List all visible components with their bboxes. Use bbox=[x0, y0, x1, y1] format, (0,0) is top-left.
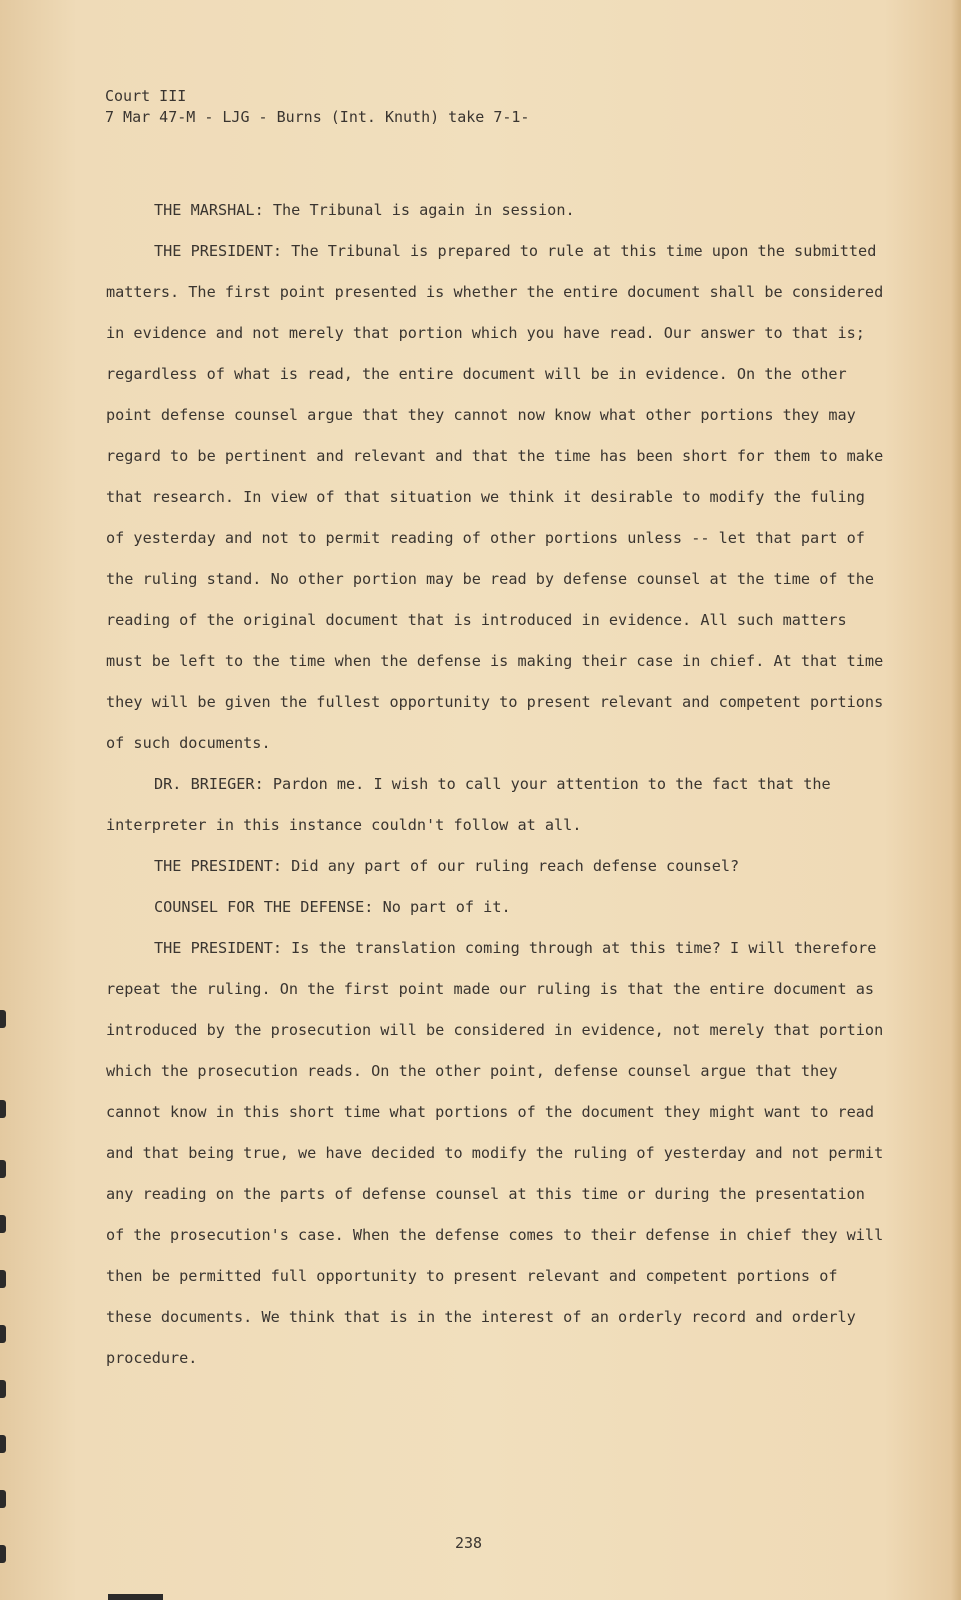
binding-holes bbox=[0, 0, 8, 1600]
page-number: 238 bbox=[455, 1534, 483, 1552]
transcript-paragraph-president-question: THE PRESIDENT: Did any part of our ruling reach defense counsel? bbox=[154, 857, 740, 875]
transcript-paragraph-marshal: THE MARSHAL: The Tribunal is again in session. bbox=[154, 201, 575, 219]
binding-hole bbox=[0, 1380, 6, 1398]
transcript-body bbox=[106, 190, 886, 1379]
binding-hole bbox=[0, 1325, 6, 1343]
session-info: 7 Mar 47-M - LJG - Burns (Int. Knuth) take 7-1- bbox=[105, 108, 530, 126]
binding-hole bbox=[0, 1545, 6, 1563]
binding-mark bbox=[108, 1594, 163, 1600]
binding-hole bbox=[0, 1010, 6, 1028]
transcript-paragraph-president-ruling: THE PRESIDENT: The Tribunal is prepared to rule at this time upon the submitted matters. The first point presented is whether the entire document shall be considered in evidence and not merely that portion which you have read. Our answer to that is; regardless of what is read, the entire document will be in evidence. On the other point defense counsel argue that they cannot now know what other portions they may regard to be pertinent and relevant and that the time has been short for them to make that research. In view of that situation we think it desirable to modify the fuling of yesterday and not to permit reading of other portions unless -- let that part of the ruling stand. No other portion may be read by defense counsel at the time of the reading of the original document that is introduced in evidence. All such matters must be left to the time when the defense is making their case in chief. At that time they will be given the fullest opportunity to present relevant and competent portions of such documents. bbox=[106, 242, 884, 752]
binding-hole bbox=[0, 1270, 6, 1288]
binding-hole bbox=[0, 1100, 6, 1118]
document-header bbox=[105, 86, 529, 128]
court-label: Court III bbox=[105, 87, 187, 105]
binding-hole bbox=[0, 1490, 6, 1508]
page-edge bbox=[951, 0, 961, 1600]
binding-hole bbox=[0, 1435, 6, 1453]
transcript-paragraph-defense-counsel: COUNSEL FOR THE DEFENSE: No part of it. bbox=[154, 898, 511, 916]
binding-hole bbox=[0, 1160, 6, 1178]
transcript-paragraph-brieger: DR. BRIEGER: Pardon me. I wish to call your attention to the fact that the interpreter in this instance couldn't follow at all. bbox=[106, 775, 831, 834]
binding-hole bbox=[0, 1215, 6, 1233]
transcript-paragraph-president-repeat: THE PRESIDENT: Is the translation coming through at this time? I will therefore repeat the ruling. On the first point made our ruling is that the entire document as introduced by the prosecution will be considered in evidence, not merely that portion which the prosecution reads. On the other point, defense counsel argue that they cannot know in this short time what portions of the document they might want to read and that being true, we have decided to modify the ruling of yesterday and not permit any reading on the parts of defense counsel at this time or during the presentation of the prosecution's case. When the defense comes to their defense in chief they will then be permitted full opportunity to present relevant and competent portions of these documents. We think that is in the interest of an orderly record and orderly procedure. bbox=[106, 939, 884, 1367]
